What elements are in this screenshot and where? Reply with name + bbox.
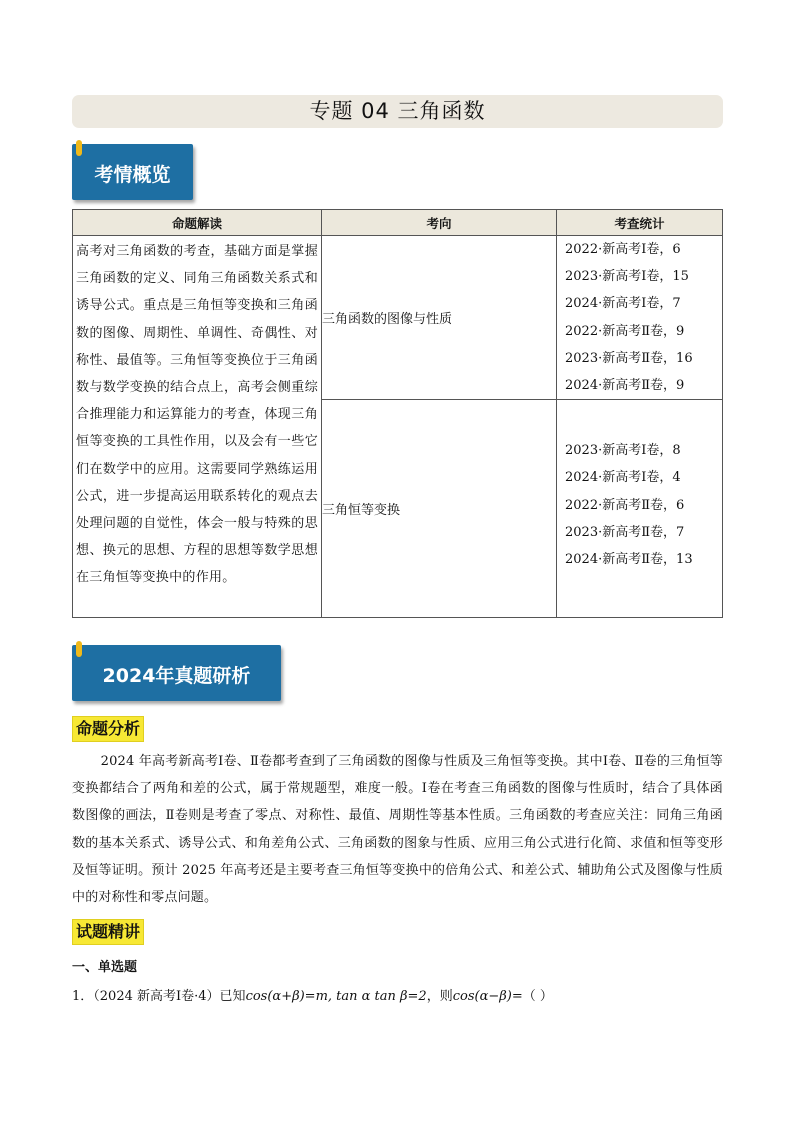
- question-known: 已知: [219, 989, 246, 1004]
- description-text: 高考对三角函数的考查，基础方面是掌握三角函数的定义、同角三角函数关系式和诱导公式。重点是三角恒等变换和三角函数的图像、周期性、单调性、奇偶性、对称性、最值等。三角恒等变换位于三角函数与数学变换的结合点上，高考会侧重综合推理能力和运算能力的考查，体现三角恒等变换的工具性作用，以及会有一些它们在数学中的应用。这需要同学熟练运用公式，进一步提高运用联系转化的观点去处理问题的自觉性，体会一般与特殊的思想、换元的思想、方程的思想等数学思想在三角恒等变换中的作用。: [76, 244, 318, 586]
- stat-item: 2024·新高考Ⅱ卷，13: [565, 552, 693, 568]
- question-sep: ，则: [426, 989, 453, 1004]
- stat-item: 2023·新高考Ⅰ卷，15: [565, 269, 689, 285]
- stat-item: 2023·新高考Ⅱ卷，7: [565, 524, 685, 540]
- analysis-label: 命题分析: [72, 716, 144, 742]
- stat-item: 2022·新高考Ⅰ卷，6: [565, 242, 681, 257]
- pin-icon: [76, 641, 82, 657]
- direction-cell: 三角函数的图像与性质: [322, 236, 557, 400]
- table-header: 考向: [322, 210, 557, 236]
- analysis-text: 2024 年高考新高考Ⅰ卷、Ⅱ卷都考查到了三角函数的图像与性质及三角恒等变换。其中Ⅰ卷、Ⅱ卷的三角恒等变换都结合了两角和差的公式，属于常规题型，难度一般。Ⅰ卷在考查三角函数的图像与性质时，结合了具体函数图像的画法，Ⅱ卷则是考查了零点、对称性、最值、周期性等基本性质。三角函数的考查应关注：同角三角函数的基本关系式、诱导公式、和角差角公式、三角函数的图象与性质、应用三角公式进行化简、求值和恒等变形及恒等证明。预计 2025 年高考还是主要考查三角恒等变换中的倍角公式、和差公式、辅助角公式及图像与性质中的对称性和零点问题。: [72, 754, 723, 906]
- table-header: 命题解读: [73, 210, 322, 236]
- question-1: [72, 985, 553, 1004]
- question-expr-2: cos(α−β)=: [452, 989, 523, 1004]
- question-blank: （ ）: [522, 989, 553, 1004]
- stats-cell: [557, 236, 723, 400]
- section-badge-overview: [72, 144, 193, 200]
- stat-item: 2022·新高考Ⅱ卷，6: [565, 497, 685, 513]
- section-badge-label: 2024年真题研析: [102, 665, 251, 687]
- pin-icon: [76, 140, 82, 156]
- stat-item: 2024·新高考Ⅱ卷，9: [565, 378, 685, 394]
- explain-label: 试题精讲: [72, 919, 144, 945]
- direction-cell: 三角恒等变换: [322, 400, 557, 618]
- stat-item: 2023·新高考Ⅰ卷，8: [565, 443, 681, 459]
- description-cell: [73, 236, 322, 618]
- part-heading: 一、单选题: [72, 960, 138, 975]
- section-badge-2024: [72, 645, 281, 701]
- stat-item: 2023·新高考Ⅱ卷，16: [565, 350, 693, 366]
- section-badge-label: 考情概览: [94, 164, 171, 186]
- question-source: （2024 新高考Ⅰ卷·4）: [93, 989, 220, 1004]
- table-header: 考查统计: [557, 210, 723, 236]
- stat-item: 2024·新高考Ⅰ卷，7: [565, 296, 681, 312]
- question-number: 1．: [72, 989, 94, 1004]
- stat-item: 2024·新高考Ⅰ卷，4: [565, 470, 681, 486]
- exam-overview-table: [72, 209, 723, 618]
- page-title: 专题 04 三角函数: [72, 95, 723, 128]
- stat-item: 2022·新高考Ⅱ卷，9: [565, 323, 685, 339]
- analysis-paragraph: [72, 748, 723, 911]
- stats-cell: [557, 400, 723, 618]
- question-expr-1: cos(α+β)=m, tan α tan β=2: [245, 989, 427, 1004]
